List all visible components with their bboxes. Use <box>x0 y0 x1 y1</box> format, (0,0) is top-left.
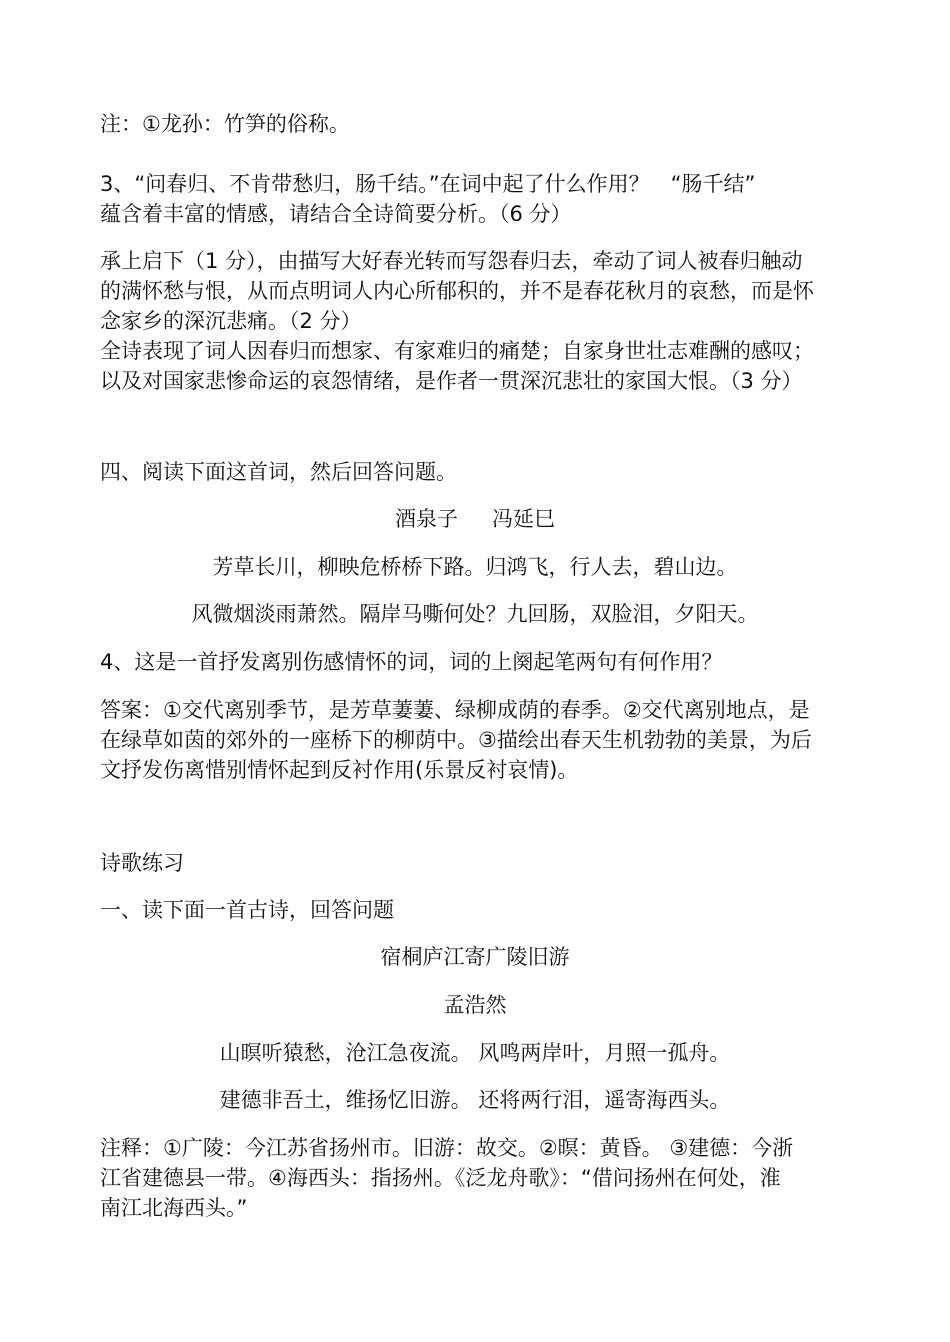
answer-4-line-1: 答案：①交代离别季节，是芳草萋萋、绿柳成荫的春季。②交代离别地点，是 <box>100 698 810 722</box>
answer-4 <box>100 695 860 785</box>
question-3-line-2: 蕴含着丰富的情感，请结合全诗简要分析。（6 分） <box>100 202 572 226</box>
annotation-line-3: 南江北海西头。” <box>100 1196 248 1220</box>
poem-2-line-2: 建德非吾土，维扬忆旧游。 还将两行泪，遥寄海西头。 <box>219 1088 731 1112</box>
answer-3-line-4: 全诗表现了词人因春归而想家、有家难归的痛楚；自家身世壮志难酬的感叹； <box>100 339 814 363</box>
poem-1-heading <box>0 504 950 534</box>
poem-1-line-1: 芳草长川，柳映危桥桥下路。归鸿飞，行人去，碧山边。 <box>212 555 738 579</box>
poem-2-title: 宿桐庐江寄广陵旧游 <box>380 945 570 969</box>
section-1-heading: 一、读下面一首古诗，回答问题 <box>100 898 394 922</box>
answer-3-line-5: 以及对国家悲惨命运的哀怨情绪，是作者一贯深沉悲壮的家国大恨。（3 分） <box>100 369 803 393</box>
answer-3-line-2: 的满怀愁与恨，从而点明词人内心所郁积的，并不是春花秋月的哀愁，而是怀 <box>100 279 814 303</box>
answer-4-line-2: 在绿草如茵的郊外的一座桥下的柳荫中。③描绘出春天生机勃勃的美景，为后 <box>100 728 812 752</box>
poem-1-author: 冯延巳 <box>492 507 555 531</box>
annotation-line-1: 注释：①广陵：今江苏省扬州市。旧游：故交。②暝：黄昏。 ③建德：今浙 <box>100 1136 794 1160</box>
question-3 <box>100 169 860 229</box>
poem-2-line-1: 山暝听猿愁，沧江急夜流。 风鸣两岸叶，月照一孤舟。 <box>219 1041 731 1065</box>
annotation-notes <box>100 1133 860 1223</box>
annotation-line-2: 江省建德县一带。④海西头：指扬州。《泛龙舟歌》：“借问扬州在何处，淮 <box>100 1166 781 1190</box>
practice-heading: 诗歌练习 <box>100 851 184 875</box>
poem-1-title: 酒泉子 <box>395 507 458 531</box>
question-4: 4、这是一首抒发离别伤感情怀的词，词的上阕起笔两句有何作用？ <box>100 650 723 674</box>
note-longsun: 注：①龙孙：竹笋的俗称。 <box>100 112 350 136</box>
answer-3 <box>100 246 860 396</box>
answer-3-line-3: 念家乡的深沉悲痛。（2 分） <box>100 309 362 333</box>
poem-2-author: 孟浩然 <box>443 993 507 1017</box>
section-4-heading: 四、阅读下面这首词，然后回答问题。 <box>100 460 457 484</box>
answer-3-line-1: 承上启下（1 分），由描写大好春光转而写怨春归去，牵动了词人被春归触动 <box>100 249 803 273</box>
poem-1-line-2: 风微烟淡雨萧然。隔岸马嘶何处？九回肠，双脸泪，夕阳天。 <box>191 602 759 626</box>
answer-4-line-3: 文抒发伤离惜别情怀起到反衬作用(乐景反衬哀情)。 <box>100 758 579 782</box>
question-3-line-1: 3、“问春归、不肯带愁归，肠千结。”在词中起了什么作用？ “肠千结” <box>100 172 756 196</box>
